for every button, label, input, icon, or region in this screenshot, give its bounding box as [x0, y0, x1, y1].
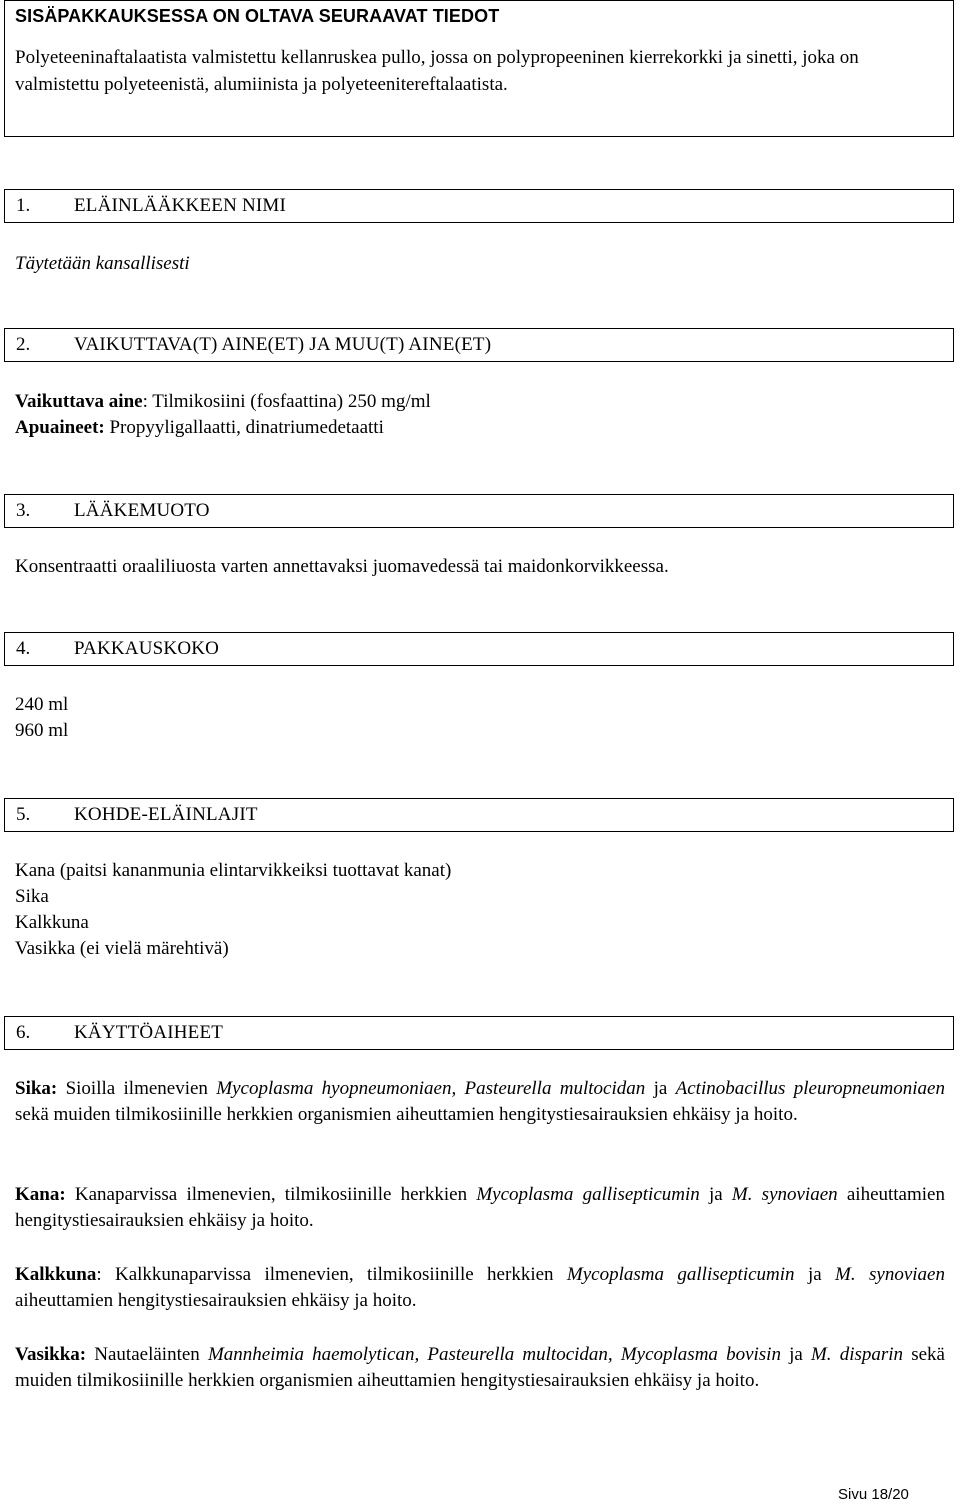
package-header-title: SISÄPAKKAUKSESSA ON OLTAVA SEURAAVAT TIEDOT [15, 6, 500, 26]
section-heading-3 [4, 494, 954, 528]
active-substance-value: : Tilmikosiini (fosfaattina) 250 mg/ml [142, 391, 431, 412]
section-title: ELÄINLÄÄKKEEN NIMI [74, 195, 287, 216]
indication-text: ja [794, 1264, 836, 1285]
target-species: Kalkkuna [15, 912, 89, 933]
section-heading-1 [4, 189, 954, 223]
indication-text: sekä muiden tilmikosiinille herkkien organismien aiheuttamien hengitystiesairauksien ehkäisy ja hoito. [15, 1344, 945, 1391]
section-heading-4 [4, 632, 954, 666]
indication-pig [15, 1076, 945, 1128]
section-title: KÄYTTÖAIHEET [74, 1022, 224, 1043]
active-substance-label: Vaikuttava aine [15, 391, 143, 412]
target-species: Vasikka (ei vielä märehtivä) [15, 938, 229, 959]
section-heading-5 [4, 798, 954, 832]
indication-label: Kana: [15, 1184, 66, 1205]
section-number: 2. [16, 334, 31, 355]
indication-text: : Kalkkunaparvissa ilmenevien, tilmikosiinille herkkien [96, 1264, 567, 1285]
organism-name: Mycoplasma gallisepticumin [476, 1184, 700, 1205]
section-3-text: Konsentraatti oraaliliuosta varten annettavaksi juomavedessä tai maidonkorvikkeessa. [15, 556, 669, 577]
organism-name: Actinobacillus pleuropneumoniaen [675, 1078, 945, 1099]
indication-label: Kalkkuna [15, 1264, 97, 1285]
indication-text: Kanaparvissa ilmenevien, tilmikosiinille herkkien [65, 1184, 477, 1205]
section-4-text [15, 692, 945, 744]
excipients-value: Propyyligallaatti, dinatriumedetaatti [104, 417, 384, 438]
organism-name: M. synoviaen [835, 1264, 945, 1285]
organism-name: Mycoplasma gallisepticumin [566, 1264, 795, 1285]
target-species: Sika [15, 886, 49, 907]
indication-text: ja [699, 1184, 732, 1205]
pack-size: 240 ml [15, 694, 69, 715]
section-number: 4. [16, 638, 31, 659]
indication-label: Sika: [15, 1078, 58, 1099]
excipients-line [15, 415, 945, 441]
package-header-box [4, 0, 954, 137]
pack-size: 960 ml [15, 720, 69, 741]
excipients-label: Apuaineet: [15, 417, 105, 438]
section-title: VAIKUTTAVA(T) AINE(ET) JA MUU(T) AINE(ET) [74, 334, 492, 355]
indication-chicken [15, 1182, 945, 1234]
organism-name: Mycoplasma hyopneumoniaen, Pasteurella multocidan [216, 1078, 646, 1099]
section-heading-6 [4, 1016, 954, 1050]
indication-text: ja [780, 1344, 811, 1365]
package-header-text: Polyeteeninaftalaatista valmistettu kellanruskea pullo, jossa on polypropeeninen kierrekorkki ja sinetti, joka on valmistettu polyeteenistä, alumiinista ja polyeteenitereftalaatista. [15, 47, 859, 95]
section-number: 3. [16, 500, 31, 521]
organism-name: Mannheimia haemolytican, Pasteurella multocidan, Mycoplasma bovisin [207, 1344, 781, 1365]
section-2-text [15, 389, 945, 441]
section-number: 6. [16, 1022, 31, 1043]
indication-text: Sioilla ilmenevien [57, 1078, 217, 1099]
page-number: Sivu 18/20 [838, 1486, 909, 1503]
indication-turkey [15, 1262, 945, 1314]
indication-text: sekä muiden tilmikosiinille herkkien organismien aiheuttamien hengitystiesairauksien ehkäisy ja hoito. [15, 1104, 798, 1125]
organism-name: M. disparin [810, 1344, 904, 1365]
indication-label: Vasikka: [15, 1344, 87, 1365]
section-title: KOHDE-ELÄINLAJIT [74, 804, 258, 825]
section-1-text: Täytetään kansallisesti [15, 253, 190, 274]
section-5-text [15, 858, 945, 962]
section-title: PAKKAUSKOKO [74, 638, 220, 659]
section-number: 1. [16, 195, 31, 216]
indication-text: aiheuttamien hengitystiesairauksien ehkäisy ja hoito. [15, 1290, 417, 1311]
organism-name: M. synoviaen [731, 1184, 838, 1205]
section-heading-2 [4, 328, 954, 362]
indication-text: Nautaeläinten [86, 1344, 208, 1365]
section-title: LÄÄKEMUOTO [74, 500, 210, 521]
section-number: 5. [16, 804, 31, 825]
indication-text: ja [645, 1078, 676, 1099]
active-substance-line [15, 389, 945, 415]
indication-calf [15, 1342, 945, 1394]
target-species: Kana (paitsi kananmunia elintarvikkeiksi tuottavat kanat) [15, 860, 452, 881]
indication-text: aiheuttamien hengitystiesairauksien ehkäisy ja hoito. [15, 1184, 945, 1231]
